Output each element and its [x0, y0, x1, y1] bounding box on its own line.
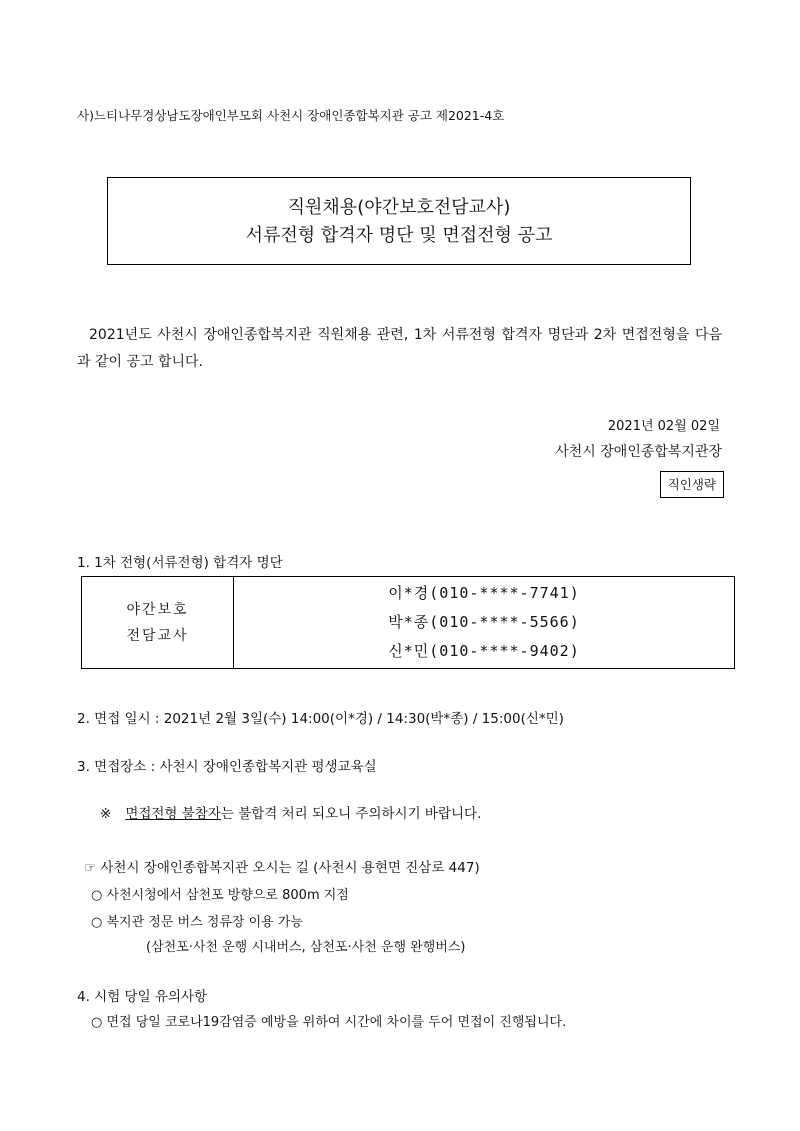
section-4-item-1: ○ 면접 당일 코로나19감염증 예방을 위하여 시간에 차이를 두어 면접이 진행됩니다.	[91, 1015, 567, 1030]
position-line-2: 전담교사	[126, 627, 189, 644]
absence-notice	[100, 802, 481, 822]
issue-date: 2021년 02월 02일	[607, 419, 720, 434]
notice-underlined: 면접전형 불참자	[125, 806, 221, 822]
candidate-3: 신*민(010-****-9402)	[388, 642, 580, 660]
intro-paragraph: 2021년도 사천시 장애인종합복지관 직원채용 관련, 1차 서류전형 합격자 명단과 2차 면접전형을 다음과 같이 공고 합니다.	[77, 327, 722, 370]
section-2-interview-schedule: 2. 면접 일시 : 2021년 2월 3일(수) 14:00(이*경) / 14:30(박*종) / 15:00(신*민)	[77, 711, 564, 727]
signer: 사천시 장애인종합복지관장	[555, 444, 722, 460]
candidate-2: 박*종(010-****-5566)	[388, 613, 580, 631]
title-box	[107, 177, 691, 265]
directions-item-2: ○ 복지관 정문 버스 정류장 이용 가능	[91, 915, 303, 930]
position-line-1: 야간보호	[126, 601, 189, 618]
title-line-2: 서류전형 합격자 명단 및 면접전형 공고	[245, 225, 553, 246]
section-1-heading: 1. 1차 전형(서류전형) 합격자 명단	[77, 555, 283, 571]
title-line-1: 직원채용(야간보호전담교사)	[287, 197, 511, 218]
table-row	[82, 577, 735, 669]
candidate-1: 이*경(010-****-7741)	[388, 584, 580, 602]
seal-omitted-stamp: 직인생략	[660, 471, 724, 498]
section-4-heading: 4. 시험 당일 유의사항	[77, 989, 208, 1005]
announcement-number: 사)느티나무경상남도장애인부모회 사천시 장애인종합복지관 공고 제2021-4호	[77, 108, 505, 123]
directions-heading: ☞ 사천시 장애인종합복지관 오시는 길 (사천시 용현면 진삼로 447)	[84, 860, 480, 876]
reference-mark-icon: ※	[100, 806, 112, 822]
candidates-cell	[234, 577, 735, 669]
passed-candidates-table	[81, 576, 735, 669]
directions-item-2-detail: (삼천포·사천 운행 시내버스, 삼천포·사천 운행 완행버스)	[146, 940, 466, 955]
notice-rest: 는 불합격 처리 되오니 주의하시기 바랍니다.	[220, 806, 482, 822]
position-cell	[82, 577, 234, 669]
section-3-interview-place: 3. 면접장소 : 사천시 장애인종합복지관 평생교육실	[77, 759, 377, 775]
directions-item-1: ○ 사천시청에서 삼천포 방향으로 800m 지점	[91, 888, 349, 903]
